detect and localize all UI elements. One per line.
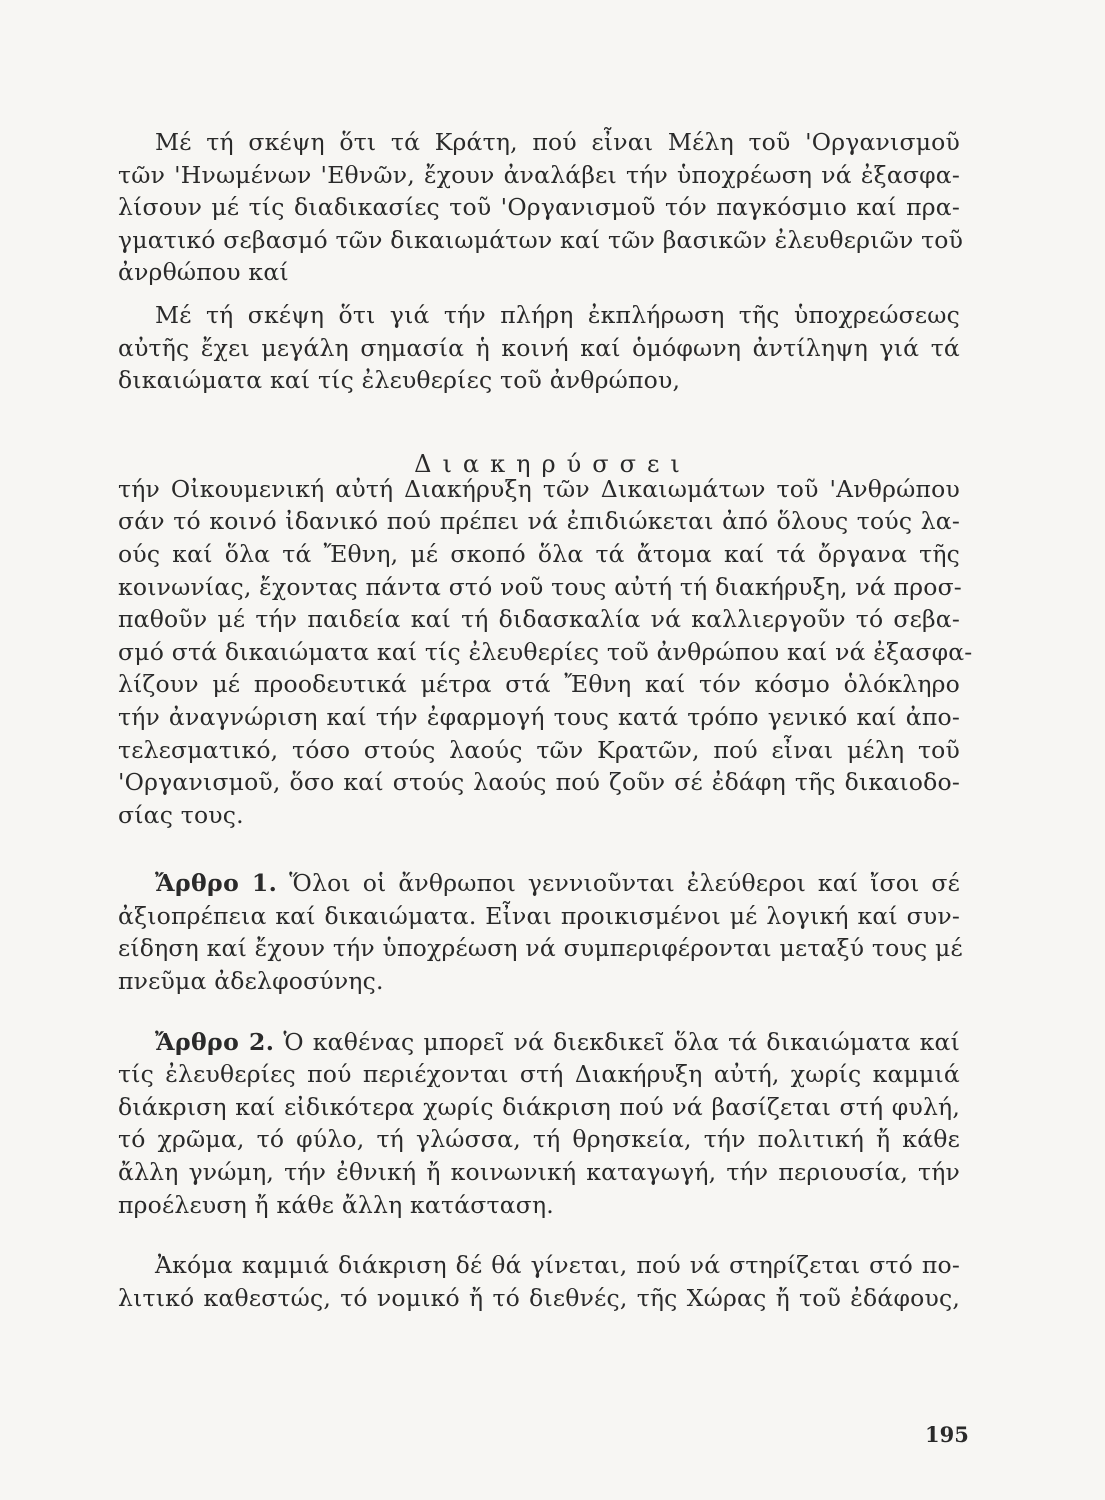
text-line: λίζουν μέ προοδευτικά μέτρα στά Ἔθνη καί τόν κόσμο ὁλόκληρο [118, 670, 960, 699]
text-line: Μέ τή σκέψη ὅτι τά Κράτη, πού εἶναι Μέλη τοῦ 'Οργανισμοῦ [155, 128, 960, 156]
preamble-paragraph-1 [118, 126, 960, 159]
text-line: είδηση καί ἔχουν τήν ὑποχρέωση νά συμπεριφέρονται μεταξύ τους μέ [118, 934, 963, 963]
article-1-first-line [155, 867, 960, 900]
preamble-paragraph-2 [118, 299, 960, 332]
text-line: σμό στά δικαιώματα καί τίς ἐλευθερίες τοῦ ἀνθρώπου καί νά ἐξασφα- [118, 637, 973, 666]
text-line: σίας τους. [118, 800, 244, 829]
text-line: αὐτῆς ἔχει μεγάλη σημασία ἡ κοινή καί ὁμόφωνη ἀντίληψη γιά τά [118, 333, 960, 362]
text-line: τελεσματικό, τόσο στούς λαούς τῶν Κρατῶν, πού εἶναι μέλη τοῦ [118, 735, 960, 764]
text-line: Ἀκόμα καμμιά διάκριση δέ θά γίνεται, πού νά στηρίζεται στό πο- [155, 1251, 960, 1280]
text-line: γματικό σεβασμό τῶν δικαιωμάτων καί τῶν βασικῶν ἐλευθεριῶν τοῦ [118, 225, 964, 254]
text-line: ούς καί ὅλα τά Ἔθνη, μέ σκοπό ὅλα τά ἄτομα καί τά ὄργανα τῆς [118, 539, 960, 568]
preamble-paragraph-1-cont [118, 159, 964, 289]
text-line: πνεῦμα ἀδελφοσύνης. [118, 967, 384, 996]
section-heading: Διακηρύσσει [414, 450, 691, 478]
text-line: ἄλλη γνώμη, τήν ἐθνική ἤ κοινωνική καταγωγή, τήν περιουσία, τήν [118, 1158, 960, 1187]
article-1-body [118, 900, 963, 998]
text-line: ἀξιοπρέπεια καί δικαιώματα. Εἶναι προικισμένοι μέ λογική καί συν- [118, 901, 960, 930]
article-1-label: Ἄρθρο 1. [155, 869, 278, 898]
text-line: ἀνρθώπου καί [118, 258, 289, 287]
text-line: σάν τό κοινό ἰδανικό πού πρέπει νά ἐπιδιώκεται ἀπό ὅλους τούς λα- [118, 507, 960, 536]
text-line: λιτικό καθεστώς, τό νομικό ἤ τό διεθνές, τῆς Χώρας ἤ τοῦ ἐδάφους, [118, 1283, 960, 1312]
article-1 [118, 867, 960, 900]
text-line: τίς ἐλευθερίες πού περιέχονται στή Διακήρυξη αὐτή, χωρίς καμμιά [118, 1060, 960, 1089]
text-line: κοινωνίας, ἔχοντας πάντα στό νοῦ τους αὐτή τή διακήρυξη, νά προσ- [118, 572, 962, 601]
article-2-continuation [118, 1249, 960, 1282]
article-2-opening: Ὁ καθένας μπορεῖ νά διεκδικεῖ ὅλα τά δικαιώματα καί [283, 1027, 961, 1056]
page-number: 195 [925, 1422, 969, 1447]
text-line: δικαιώματα καί τίς ἐλευθερίες τοῦ ἀνθρώπου, [118, 366, 681, 395]
preamble-paragraph-2-cont [118, 332, 960, 397]
text-line: προέλευση ἤ κάθε ἄλλη κατάσταση. [118, 1190, 554, 1219]
text-line: παθοῦν μέ τήν παιδεία καί τή διδασκαλία νά καλλιεργοῦν τό σεβα- [118, 605, 960, 634]
page-body [118, 126, 973, 1314]
article-2-body [118, 1058, 960, 1221]
article-1-opening: Ὅλοι οἱ ἄνθρωποι γεννιοῦνται ἐλεύθεροι καί ἴσοι σέ [289, 869, 961, 898]
article-2 [118, 1026, 960, 1059]
text-line: λίσουν μέ τίς διαδικασίες τοῦ 'Οργανισμοῦ τόν παγκόσμιο καί πρα- [118, 193, 960, 222]
text-line: τήν ἀναγνώριση καί τήν ἐφαρμογή τους κατά τρόπο γενικό καί ἀπο- [118, 702, 960, 731]
text-line: τό χρῶμα, τό φύλο, τή γλώσσα, τή θρησκεία, τήν πολιτική ἤ κάθε [118, 1125, 960, 1154]
proclamation-paragraph [118, 473, 973, 832]
article-2-label: Ἄρθρο 2. [155, 1027, 275, 1056]
text-line: Μέ τή σκέψη ὅτι γιά τήν πλήρη ἐκπλήρωση τῆς ὑποχρεώσεως [155, 300, 960, 329]
text-line: διάκριση καί εἰδικότερα χωρίς διάκριση πού νά βασίζεται στή φυλή, [118, 1092, 960, 1121]
text-line: τῶν 'Ηνωμένων 'Εθνῶν, ἔχουν ἀναλάβει τήν ὑποχρέωση νά ἐξασφα- [118, 160, 960, 189]
article-2-first-line [155, 1026, 960, 1059]
text-line: τήν Οἰκουμενική αὐτή Διακήρυξη τῶν Δικαιωμάτων τοῦ 'Ανθρώπου [118, 474, 960, 503]
article-2-continuation-cont [118, 1282, 960, 1315]
text-line: 'Οργανισμοῦ, ὅσο καί στούς λαούς πού ζοῦν σέ ἐδάφη τῆς δικαιοδο- [118, 768, 960, 797]
